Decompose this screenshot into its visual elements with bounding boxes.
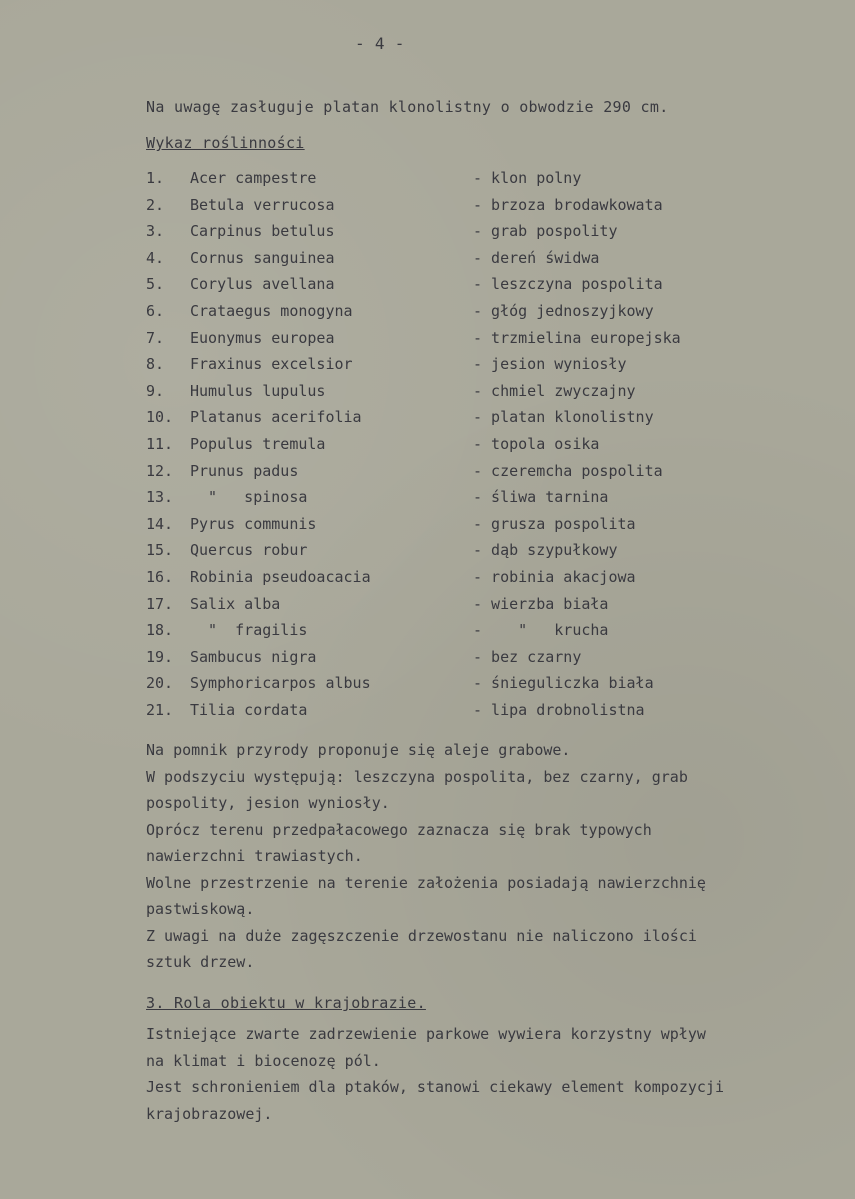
plant-number: 1.: [146, 169, 165, 187]
plant-polish-name: - klon polny: [473, 169, 582, 187]
plant-number: 12.: [146, 461, 174, 480]
plant-row: [0, 595, 855, 621]
plant-polish-name: - " krucha: [473, 621, 609, 640]
plant-polish-name: - głóg jednoszyjkowy: [473, 302, 654, 320]
plant-row: [0, 541, 855, 567]
plant-latin-name: Crataegus monogyna: [190, 302, 353, 320]
plant-row: [0, 275, 855, 301]
plant-number: 13.: [146, 488, 174, 507]
plant-row: [0, 435, 855, 461]
plant-number: 4.: [146, 248, 165, 267]
paragraph-line: W podszyciu występują: leszczyna pospolita, bez czarny, grab: [146, 767, 688, 786]
plant-number: 3.: [146, 222, 165, 241]
plant-row: [0, 621, 855, 647]
plant-row: [0, 568, 855, 594]
plant-number: 20.: [146, 674, 174, 693]
paragraph-line: nawierzchni trawiastych.: [146, 847, 363, 865]
plant-polish-name: - grab pospolity: [473, 222, 618, 241]
plant-row: [0, 488, 855, 514]
plant-row: [0, 701, 855, 727]
paragraph-1: [146, 737, 706, 976]
plant-polish-name: - platan klonolistny: [473, 408, 654, 427]
plant-polish-name: - robinia akacjowa: [473, 568, 636, 586]
plant-polish-name: - jesion wyniosły: [473, 355, 627, 374]
plant-row: [0, 302, 855, 328]
paragraph-line: sztuk drzew.: [146, 953, 255, 971]
plant-row: [0, 408, 855, 434]
paragraph-line: Oprócz terenu przedpałacowego zaznacza się brak typowych: [146, 820, 652, 839]
plant-latin-name: Pyrus communis: [190, 514, 317, 533]
plant-latin-name: Corylus avellana: [190, 275, 335, 294]
plant-row: [0, 648, 855, 674]
paragraph-line: pastwiskową.: [146, 900, 255, 918]
plant-number: 10.: [146, 408, 174, 427]
plant-latin-name: Populus tremula: [190, 435, 326, 453]
plant-latin-name: Euonymus europea: [190, 328, 335, 347]
paragraph-line: pospolity, jesion wyniosły.: [146, 794, 390, 812]
plant-latin-name: Sambucus nigra: [190, 647, 317, 666]
plant-row: [0, 249, 855, 275]
plant-number: 18.: [146, 621, 174, 640]
intro-line: Na uwagę zasługuje platan klonolistny o obwodzie 290 cm.: [146, 98, 669, 116]
paragraph-line: Na pomnik przyrody proponuje się aleje grabowe.: [146, 741, 571, 759]
plant-number: 9.: [146, 381, 165, 400]
list-heading: Wykaz roślinności: [146, 134, 305, 152]
plant-polish-name: - śnieguliczka biała: [473, 674, 654, 693]
paragraph-line: krajobrazowej.: [146, 1104, 273, 1123]
plant-polish-name: - trzmielina europejska: [473, 328, 681, 347]
plant-latin-name: Platanus acerifolia: [190, 408, 362, 427]
plant-polish-name: - topola osika: [473, 435, 600, 453]
plant-row: [0, 355, 855, 381]
plant-row: [0, 462, 855, 488]
plant-row: [0, 382, 855, 408]
plant-latin-name: Robinia pseudoacacia: [190, 568, 371, 586]
plant-row: [0, 196, 855, 222]
plant-latin-name: Tilia cordata: [190, 701, 308, 719]
plant-number: 2.: [146, 195, 165, 214]
plant-number: 21.: [146, 701, 174, 719]
plant-polish-name: - dereń świdwa: [473, 248, 600, 267]
plant-number: 14.: [146, 514, 174, 533]
plant-latin-name: Acer campestre: [190, 169, 317, 187]
paragraph-line: Wolne przestrzenie na terenie założenia posiadają nawierzchnię: [146, 873, 706, 892]
plant-polish-name: - wierzba biała: [473, 594, 609, 613]
section-heading: 3. Rola obiektu w krajobrazie.: [146, 994, 426, 1012]
plant-number: 15.: [146, 541, 174, 560]
plant-latin-name: Quercus robur: [190, 541, 308, 560]
paragraph-line: na klimat i biocenozę pól.: [146, 1051, 381, 1070]
plant-latin-name: " fragilis: [190, 621, 308, 640]
paragraph-2: [146, 1021, 724, 1127]
plant-latin-name: Fraxinus excelsior: [190, 355, 353, 374]
plant-number: 16.: [146, 568, 174, 586]
paragraph-line: Jest schronieniem dla ptaków, stanowi ciekawy element kompozycji: [146, 1078, 724, 1096]
plant-latin-name: Betula verrucosa: [190, 195, 335, 214]
plant-number: 6.: [146, 302, 165, 320]
plant-polish-name: - grusza pospolita: [473, 514, 636, 533]
plant-polish-name: - chmiel zwyczajny: [473, 381, 636, 400]
plant-latin-name: Cornus sanguinea: [190, 248, 335, 267]
plant-row: [0, 222, 855, 248]
plant-latin-name: Symphoricarpos albus: [190, 674, 371, 693]
plant-latin-name: Prunus padus: [190, 461, 299, 480]
plant-latin-name: Salix alba: [190, 594, 281, 613]
paragraph-line: Istniejące zwarte zadrzewienie parkowe wywiera korzystny wpływ: [146, 1025, 706, 1043]
paragraph-line: Z uwagi na duże zagęszczenie drzewostanu nie naliczono ilości: [146, 926, 697, 945]
page-number: - 4 -: [355, 34, 405, 53]
plant-latin-name: Carpinus betulus: [190, 222, 335, 241]
plant-latin-name: " spinosa: [190, 488, 308, 507]
plant-row: [0, 169, 855, 195]
plant-number: 19.: [146, 647, 174, 666]
plant-number: 11.: [146, 435, 174, 453]
plant-number: 8.: [146, 355, 165, 374]
plant-polish-name: - śliwa tarnina: [473, 488, 609, 507]
plant-polish-name: - brzoza brodawkowata: [473, 195, 663, 214]
plant-latin-name: Humulus lupulus: [190, 381, 326, 400]
plant-polish-name: - dąb szypułkowy: [473, 541, 618, 560]
plant-polish-name: - bez czarny: [473, 647, 582, 666]
plant-row: [0, 329, 855, 355]
plant-row: [0, 674, 855, 700]
plant-number: 5.: [146, 275, 165, 294]
plant-number: 17.: [146, 594, 174, 613]
plant-number: 7.: [146, 328, 165, 347]
plant-row: [0, 515, 855, 541]
plant-polish-name: - lipa drobnolistna: [473, 701, 645, 719]
plant-polish-name: - czeremcha pospolita: [473, 461, 663, 480]
plant-polish-name: - leszczyna pospolita: [473, 275, 663, 294]
